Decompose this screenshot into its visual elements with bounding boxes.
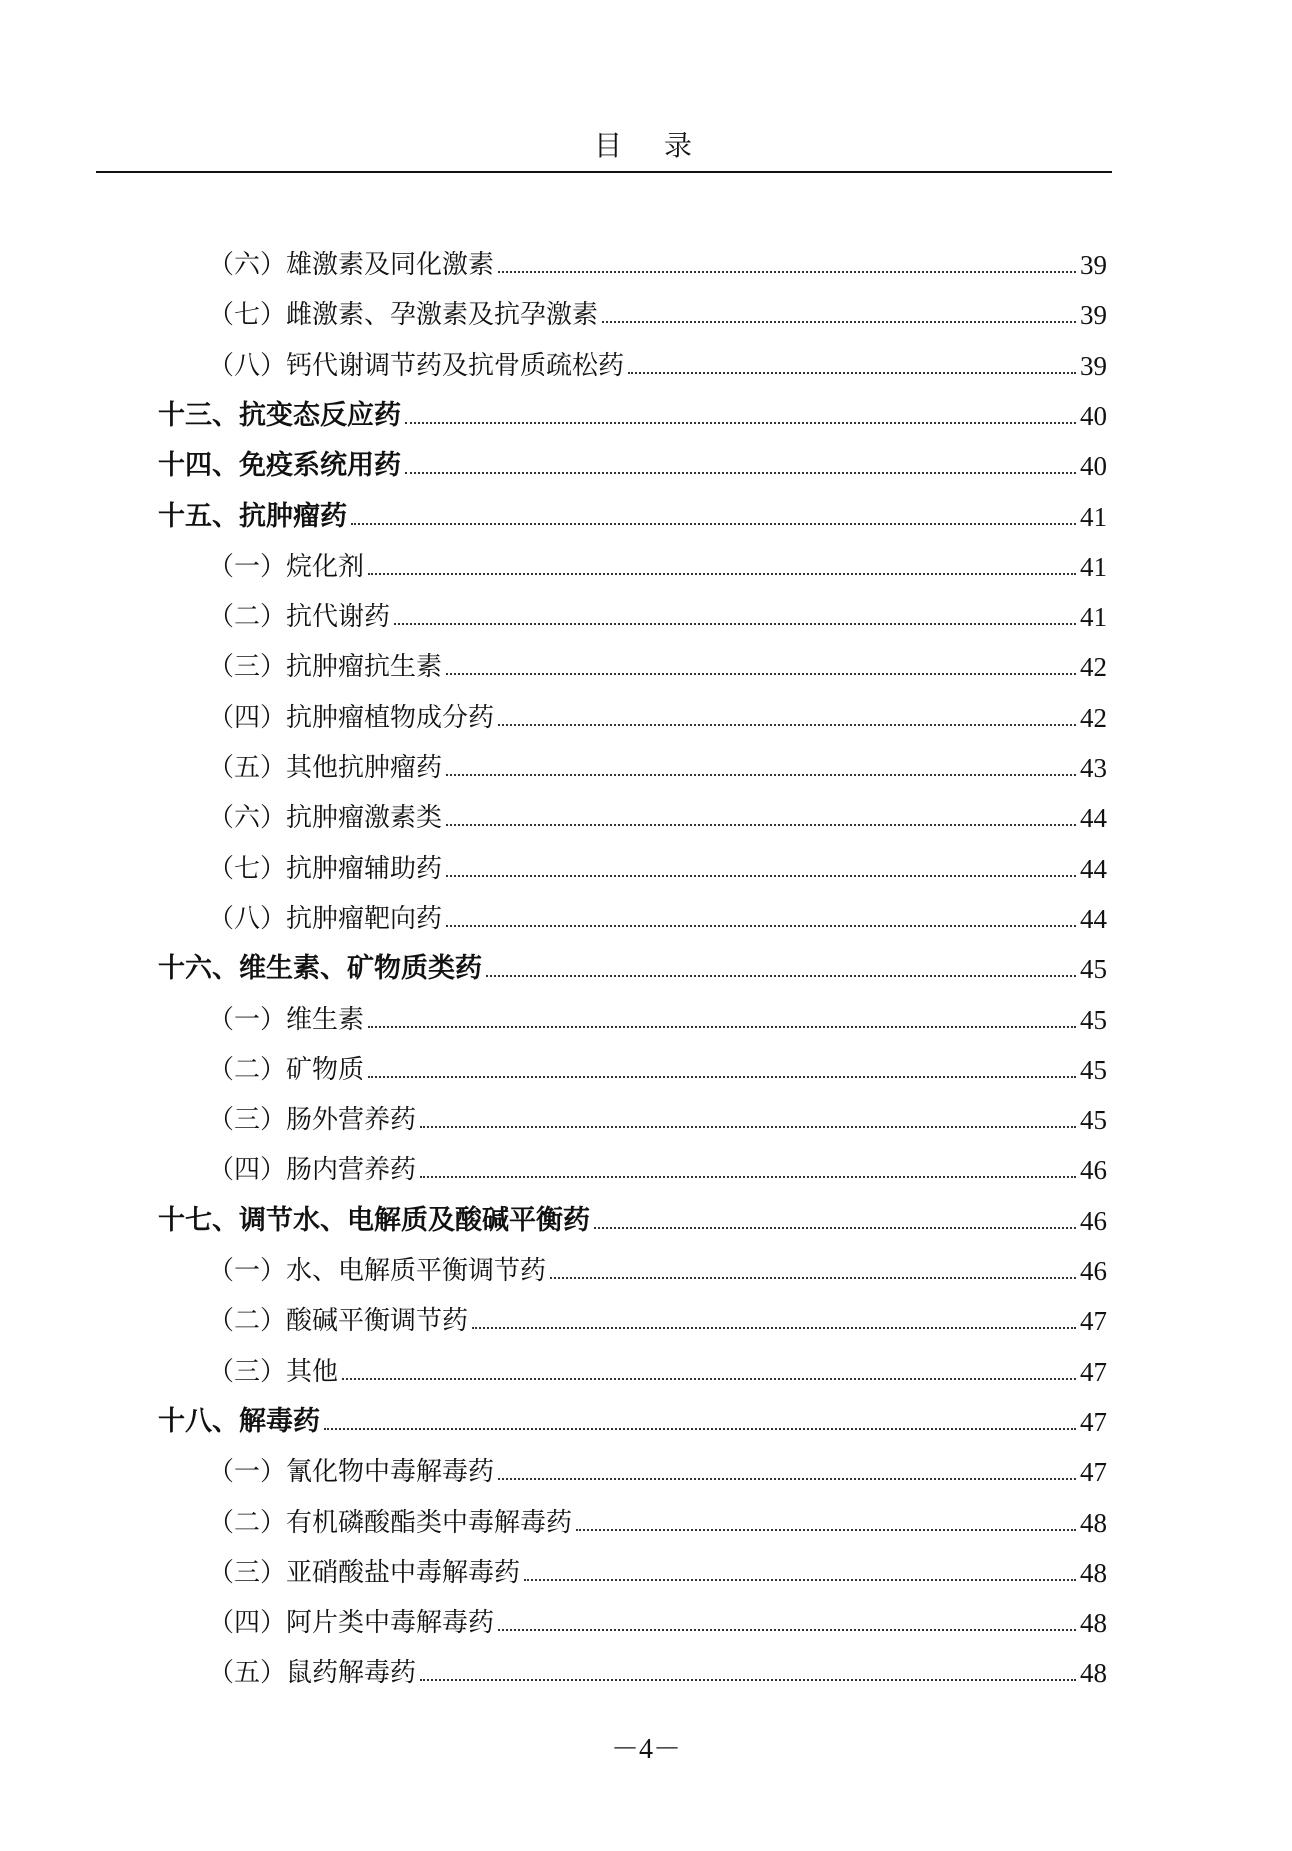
toc-entry-page-number: 44 (1080, 854, 1107, 884)
toc-entry-page-number: 47 (1080, 1407, 1107, 1437)
toc-entry-label: 十六、维生素、矿物质类药 (158, 953, 482, 984)
toc-section-entry[interactable] (208, 997, 1107, 1037)
dot-leader (368, 1026, 1076, 1028)
toc-entry-page-number: 46 (1080, 1206, 1107, 1236)
toc-section-entry[interactable] (208, 1600, 1107, 1640)
toc-section-entry[interactable] (208, 1650, 1107, 1690)
toc-entry-label: （二）矿物质 (208, 1055, 365, 1085)
toc-entry-page-number: 46 (1080, 1155, 1107, 1185)
toc-entry-page-number: 45 (1080, 1055, 1107, 1085)
page-number: －4－ (610, 1734, 681, 1765)
dot-leader (420, 1679, 1076, 1681)
toc-entry-label: （五）鼠药解毒药 (208, 1658, 417, 1688)
dot-leader (351, 523, 1076, 525)
toc-entry-page-number: 44 (1080, 803, 1107, 833)
toc-entry-page-number: 42 (1080, 652, 1107, 682)
toc-entry-label: （四）阿片类中毒解毒药 (208, 1608, 495, 1638)
toc-entry-page-number: 42 (1080, 703, 1107, 733)
dot-leader (368, 1076, 1076, 1078)
dot-leader (472, 1327, 1076, 1329)
dot-leader (446, 875, 1076, 877)
toc-entry-label: （一）烷化剂 (208, 552, 365, 582)
toc-section-entry[interactable] (208, 1248, 1107, 1288)
toc-entry-page-number: 47 (1080, 1306, 1107, 1336)
toc-entry-label: 十五、抗肿瘤药 (158, 501, 347, 532)
dot-leader (550, 1277, 1076, 1279)
toc-entry-label: （三）抗肿瘤抗生素 (208, 652, 443, 682)
dot-leader (498, 1629, 1076, 1631)
toc-entry-label: 十三、抗变态反应药 (158, 400, 401, 431)
toc-entry-page-number: 45 (1080, 1005, 1107, 1035)
toc-chapter-entry[interactable] (158, 1399, 1107, 1439)
toc-entry-page-number: 44 (1080, 904, 1107, 934)
toc-section-entry[interactable] (208, 594, 1107, 634)
toc-entry-label: （三）肠外营养药 (208, 1105, 417, 1135)
toc-chapter-entry[interactable] (158, 946, 1107, 986)
toc-section-entry[interactable] (208, 695, 1107, 735)
toc-section-entry[interactable] (208, 242, 1107, 282)
toc-entry-label: （八）钙代谢调节药及抗骨质疏松药 (208, 351, 625, 381)
toc-chapter-entry[interactable] (158, 1198, 1107, 1238)
toc-entry-page-number: 40 (1080, 401, 1107, 431)
dot-leader (524, 1579, 1076, 1581)
toc-entry-page-number: 39 (1080, 250, 1107, 280)
toc-entry-page-number: 48 (1080, 1658, 1107, 1688)
toc-section-entry[interactable] (208, 644, 1107, 684)
toc-entry-label: 十七、调节水、电解质及酸碱平衡药 (158, 1205, 590, 1236)
toc-section-entry[interactable] (208, 1147, 1107, 1187)
toc-section-entry[interactable] (208, 1550, 1107, 1590)
toc-entry-label: 十四、免疫系统用药 (158, 450, 401, 481)
toc-entry-label: （三）其他 (208, 1357, 339, 1387)
toc-entry-label: （八）抗肿瘤靶向药 (208, 904, 443, 934)
toc-entry-page-number: 40 (1080, 451, 1107, 481)
toc-entry-page-number: 39 (1080, 300, 1107, 330)
dot-leader (342, 1378, 1076, 1380)
toc-section-entry[interactable] (208, 1047, 1107, 1087)
dot-leader (405, 472, 1076, 474)
toc-section-entry[interactable] (208, 795, 1107, 835)
toc-section-entry[interactable] (208, 1349, 1107, 1389)
dot-leader (446, 925, 1076, 927)
toc-chapter-entry[interactable] (158, 494, 1107, 534)
toc-entry-page-number: 48 (1080, 1608, 1107, 1638)
toc-section-entry[interactable] (208, 292, 1107, 332)
toc-entry-page-number: 48 (1080, 1508, 1107, 1538)
toc-entry-label: （七）雌激素、孕激素及抗孕激素 (208, 300, 599, 330)
dot-leader (446, 673, 1076, 675)
dot-leader (446, 824, 1076, 826)
toc-entry-page-number: 41 (1080, 502, 1107, 532)
toc-section-entry[interactable] (208, 1500, 1107, 1540)
toc-entry-label: （四）抗肿瘤植物成分药 (208, 703, 495, 733)
toc-section-entry[interactable] (208, 343, 1107, 383)
dot-leader (498, 271, 1076, 273)
toc-entry-label: （二）有机磷酸酯类中毒解毒药 (208, 1508, 573, 1538)
toc-entry-label: （二）酸碱平衡调节药 (208, 1306, 469, 1336)
dot-leader (486, 975, 1076, 977)
toc-entry-page-number: 39 (1080, 351, 1107, 381)
toc-entry-page-number: 47 (1080, 1457, 1107, 1487)
page-header-title: 目录 (593, 129, 734, 162)
toc-entry-label: （二）抗代谢药 (208, 602, 391, 632)
toc-section-entry[interactable] (208, 1298, 1107, 1338)
dot-leader (498, 1478, 1076, 1480)
toc-entry-page-number: 46 (1080, 1256, 1107, 1286)
toc-entry-label: （三）亚硝酸盐中毒解毒药 (208, 1558, 521, 1588)
toc-entry-label: （一）水、电解质平衡调节药 (208, 1256, 547, 1286)
toc-entry-page-number: 47 (1080, 1357, 1107, 1387)
toc-entry-label: 十八、解毒药 (158, 1406, 320, 1437)
toc-section-entry[interactable] (208, 1449, 1107, 1489)
toc-entry-page-number: 45 (1080, 954, 1107, 984)
dot-leader (498, 724, 1076, 726)
toc-entry-page-number: 41 (1080, 552, 1107, 582)
dot-leader (420, 1176, 1076, 1178)
toc-section-entry[interactable] (208, 896, 1107, 936)
dot-leader (594, 1227, 1076, 1229)
dot-leader (602, 321, 1076, 323)
toc-chapter-entry[interactable] (158, 393, 1107, 433)
toc-section-entry[interactable] (208, 1097, 1107, 1137)
dot-leader (394, 623, 1076, 625)
dot-leader (576, 1529, 1076, 1531)
dot-leader (405, 422, 1076, 424)
toc-section-entry[interactable] (208, 846, 1107, 886)
toc-entry-label: （五）其他抗肿瘤药 (208, 753, 443, 783)
toc-entry-label: （六）抗肿瘤激素类 (208, 803, 443, 833)
dot-leader (420, 1126, 1076, 1128)
dot-leader (628, 372, 1076, 374)
toc-entry-page-number: 41 (1080, 602, 1107, 632)
toc-entry-page-number: 48 (1080, 1558, 1107, 1588)
dot-leader (368, 573, 1076, 575)
toc-entry-label: （一）维生素 (208, 1005, 365, 1035)
toc-entry-page-number: 43 (1080, 753, 1107, 783)
toc-entry-label: （一）氰化物中毒解毒药 (208, 1457, 495, 1487)
toc-entry-label: （四）肠内营养药 (208, 1155, 417, 1185)
toc-entry-label: （六）雄激素及同化激素 (208, 250, 495, 280)
toc-section-entry[interactable] (208, 745, 1107, 785)
toc-entry-label: （七）抗肿瘤辅助药 (208, 854, 443, 884)
dot-leader (446, 774, 1076, 776)
toc-chapter-entry[interactable] (158, 443, 1107, 483)
dot-leader (324, 1428, 1076, 1430)
toc-entry-page-number: 45 (1080, 1105, 1107, 1135)
toc-section-entry[interactable] (208, 544, 1107, 584)
